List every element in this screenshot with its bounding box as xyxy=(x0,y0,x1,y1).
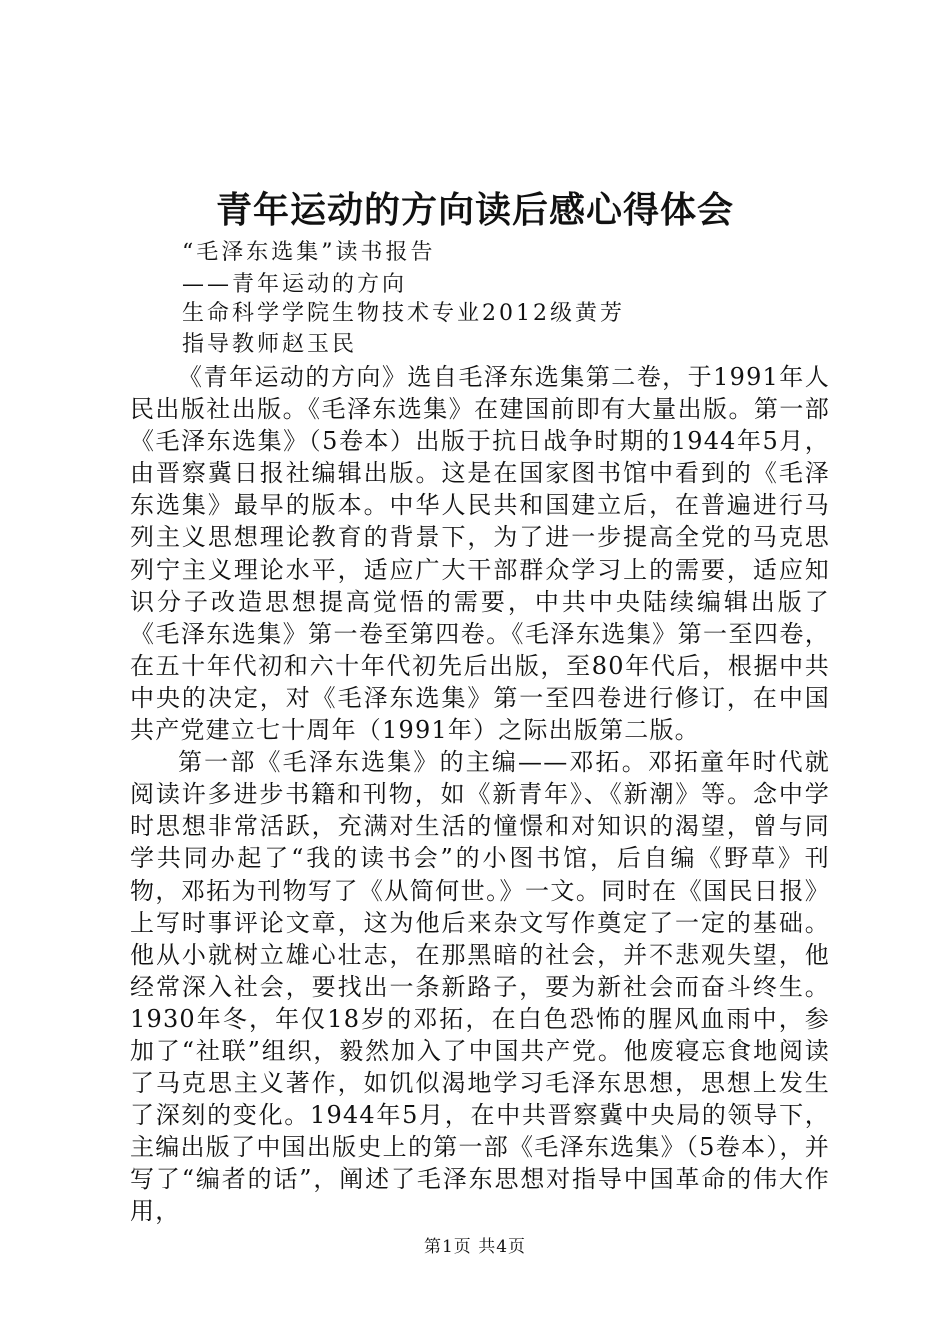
report-label: “毛泽东选集”读书报告 xyxy=(182,240,436,265)
document-body xyxy=(130,361,830,1228)
body-paragraph-1: 《青年运动的方向》选自毛泽东选集第二卷，于1991年人民出版社出版。《毛泽东选集》在建国前即有大量出版。第一部《毛泽东选集》（5卷本）出版于抗日战争时期的1944年5月，由晋察冀日报社编辑出版。这是在国家图书馆中看到的《毛泽东选集》最早的版本。中华人民共和国建立后，在普遍进行马列主义思想理论教育的背景下，为了进一步提高全党的马克思列宁主义理论水平，适应广大干部群众学习上的需要，适应知识分子改造思想提高觉悟的需要，中共中央陆续编辑出版了《毛泽东选集》第一卷至第四卷。《毛泽东选集》第一至四卷，在五十年代初和六十年代初先后出版，至80年代后，根据中共中央的决定，对《毛泽东选集》第一至四卷进行修订，在中国共产党建立七十周年（1991年）之际出版第二版。 xyxy=(130,363,830,745)
author-line: 生命科学学院生物技术专业2012级黄芳 xyxy=(182,301,625,326)
body-paragraph-2: 第一部《毛泽东选集》的主编——邓拓。邓拓童年时代就阅读许多进步书籍和刊物，如《新青年》、《新潮》等。念中学时思想非常活跃，充满对生活的憧憬和对知识的渴望，曾与同学共同办起了“我的读书会”的小图书馆，后自编《野草》刊物，邓拓为刊物写了《从简何世。》一文。同时在《国民日报》上写时事评论文章，这为他后来杂文写作奠定了一定的基础。他从小就树立雄心壮志，在那黑暗的社会，并不悲观失望，他经常深入社会，要找出一条新路子，要为新社会而奋斗终生。1930年冬，年仅18岁的邓拓，在白色恐怖的腥风血雨中，参加了“社联”组织，毅然加入了中国共产党。他废寝忘食地阅读了马克思主义著作，如饥似渴地学习毛泽东思想，思想上发生了深刻的变化。1944年5月，在中共晋察冀中央局的领导下，主编出版了中国出版史上的第一部《毛泽东选集》（5卷本），并写了“编者的话”，阐述了毛泽东思想对指导中国革命的伟大作用， xyxy=(130,748,830,1226)
page-number-footer: 第1页 共4页 xyxy=(423,1237,527,1257)
report-subtitle: ——青年运动的方向 xyxy=(182,272,408,297)
document-title: 青年运动的方向读后感心得体会 xyxy=(215,189,734,231)
instructor-line: 指导教师赵玉民 xyxy=(182,332,358,357)
